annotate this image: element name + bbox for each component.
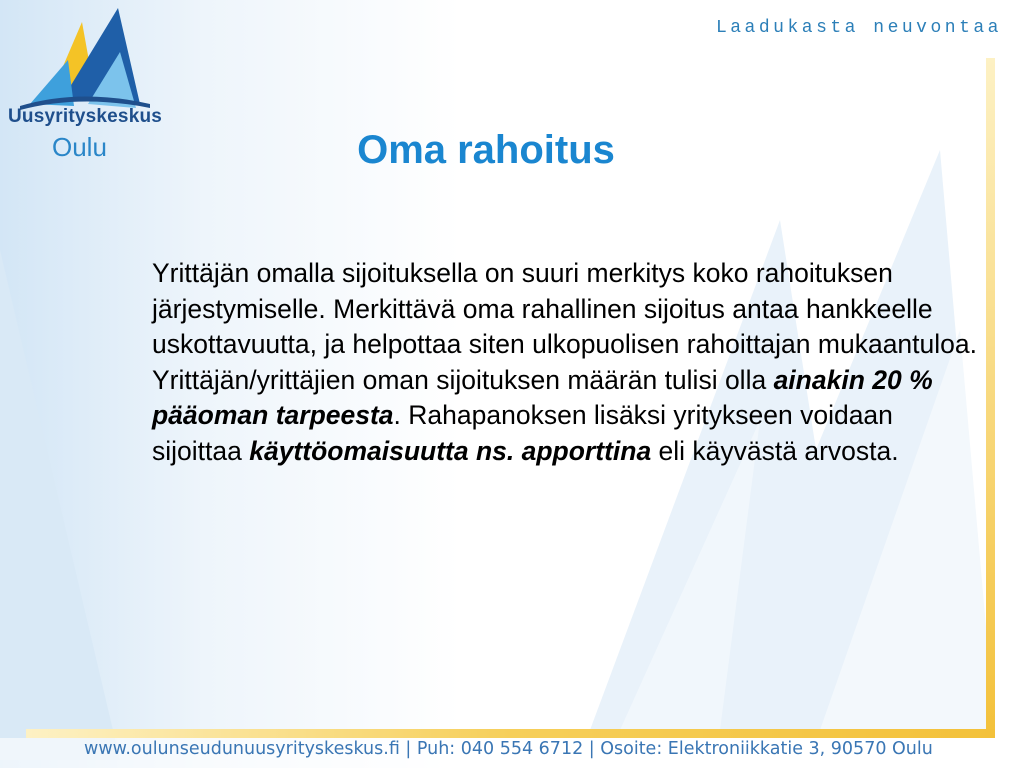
body-text-part-3: eli käyvästä arvosta. xyxy=(651,435,899,466)
slide-title: Oma rahoitus xyxy=(357,128,615,172)
frame-line-horizontal xyxy=(26,729,995,738)
body-emphasis-2: käyttöomaisuutta ns. apporttina xyxy=(249,435,652,466)
frame-line-vertical xyxy=(986,58,995,738)
logo-org-city: Oulu xyxy=(52,132,107,162)
body-text-part-2: . Rahapanoksen lisäksi yritykseen voidaan sijoittaa xyxy=(152,400,893,466)
footer-contact-info: www.oulunseudunuusyrityskeskus.fi | Puh: 040 554 6712 | Osoite: Elektroniikkatie 3, 90570 Oulu xyxy=(84,739,933,759)
body-text-part-1: Yrittäjän omalla sijoituksella on suuri merkitys koko rahoituksen järjestymiselle. Merkittävä oma rahallinen sijoitus antaa hankkeelle uskottavuutta, ja helpottaa siten ulkopuolisen rahoittajan mukaantuloa. Yrittäjän/yrittäjien oman sijoituksen määrän tulisi olla xyxy=(152,258,977,395)
body-emphasis-1: ainakin 20 % pääoman tarpeesta xyxy=(152,364,933,430)
header-tagline: Laadukasta neuvontaa xyxy=(715,18,1002,38)
slide-body-paragraph xyxy=(152,256,982,469)
logo-org-name: Uusyrityskeskus xyxy=(8,106,163,127)
